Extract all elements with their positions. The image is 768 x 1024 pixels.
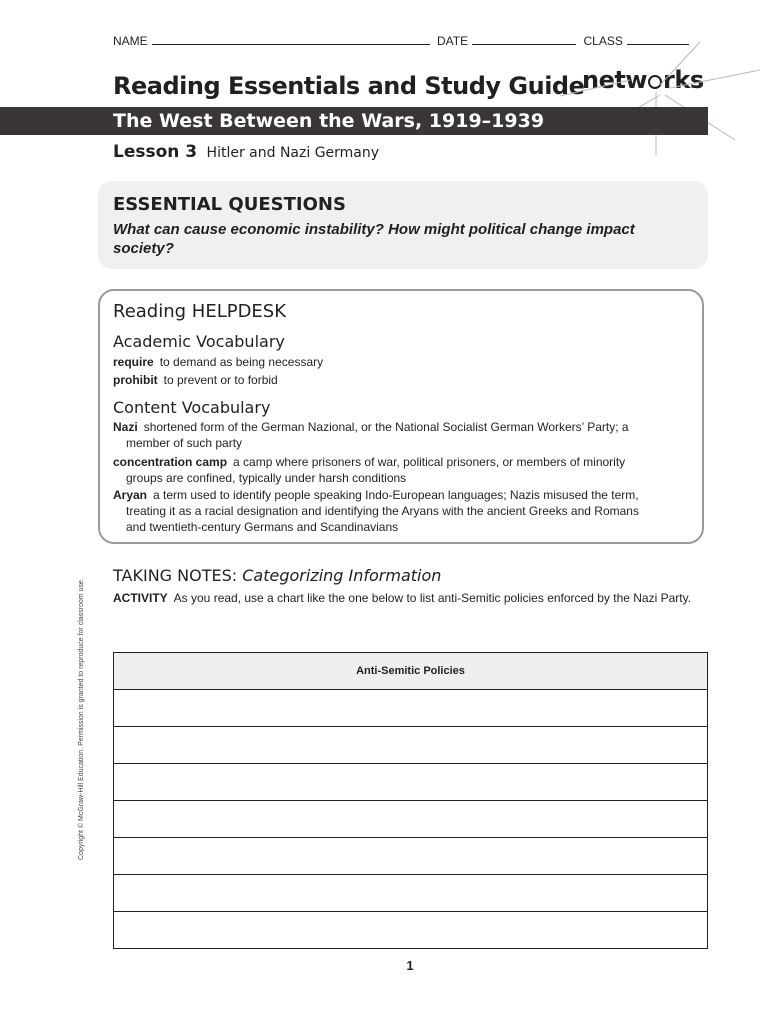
chapter-title: The West Between the Wars, 1919–1939 — [113, 110, 545, 132]
logo-part2: rks — [663, 66, 704, 94]
class-label: CLASS — [583, 34, 623, 48]
logo-part1: netw — [582, 66, 648, 94]
vocab-term: concentration camp — [113, 455, 228, 469]
policies-chart — [113, 652, 708, 949]
vocab-item — [113, 354, 695, 370]
vocab-definition-cont: member of such party — [126, 436, 243, 450]
activity-instructions — [113, 590, 693, 607]
academic-vocab-heading: Academic Vocabulary — [113, 332, 285, 351]
policy-row[interactable] — [114, 764, 708, 801]
vocab-term: Nazi — [113, 420, 138, 434]
content-vocab-heading: Content Vocabulary — [113, 398, 271, 417]
policy-row[interactable] — [114, 912, 708, 949]
page-number: 1 — [406, 958, 414, 973]
lesson-number: Lesson 3 — [113, 142, 198, 162]
policy-row[interactable] — [114, 838, 708, 875]
policy-row[interactable] — [114, 801, 708, 838]
policy-row[interactable] — [114, 727, 708, 764]
vocab-term: prohibit — [113, 373, 158, 387]
vocab-definition: a term used to identify people speaking Indo-European languages; Nazis misused the term, — [153, 488, 639, 502]
lesson-heading — [113, 142, 379, 162]
essential-questions-heading: ESSENTIAL QUESTIONS — [113, 194, 346, 215]
policies-chart-header: Anti-Semitic Policies — [114, 653, 708, 690]
activity-label: ACTIVITY — [113, 591, 168, 605]
vocab-item — [113, 487, 695, 535]
vocab-definition: to prevent or to forbid — [163, 373, 278, 387]
activity-text: As you read, use a chart like the one below to list anti-Semitic policies enforced by the Nazi Party. — [173, 591, 692, 605]
vocab-definition-cont: and twentieth-century Germans and Scandinavians — [126, 520, 399, 534]
taking-notes-heading — [113, 566, 441, 585]
helpdesk-title: Reading HELPDESK — [113, 301, 287, 322]
vocab-term: Aryan — [113, 488, 148, 502]
vocab-term: require — [113, 355, 154, 369]
vocab-definition: a camp where prisoners of war, political prisoners, or members of minority — [233, 455, 626, 469]
copyright-notice: Copyright © McGraw-Hill Education. Permission is granted to reproduce for classroom use. — [78, 578, 85, 860]
vocab-definition: to demand as being necessary — [159, 355, 324, 369]
vocab-definition: shortened form of the German Nazional, or the National Socialist German Workers’ Party; a — [143, 420, 629, 434]
name-label: NAME — [113, 34, 148, 48]
essential-questions-text: What can cause economic instability? How might political change impact society? — [113, 221, 635, 257]
taking-notes-skill: Categorizing Information — [242, 566, 442, 585]
vocab-item — [113, 372, 695, 388]
date-label: DATE — [437, 34, 469, 48]
guide-title: Reading Essentials and Study Guide — [113, 72, 585, 100]
vocab-item — [113, 454, 695, 486]
policy-row[interactable] — [114, 690, 708, 727]
vocab-item — [113, 419, 695, 451]
vocab-definition-cont: treating it as a racial designation and identifying the Aryans with the ancient Greeks and Romans — [126, 504, 639, 518]
policy-row[interactable] — [114, 875, 708, 912]
name-blank[interactable] — [152, 34, 430, 45]
vocab-definition-cont: groups are confined, typically under harsh conditions — [126, 471, 407, 485]
taking-notes-label: TAKING NOTES: — [113, 566, 238, 585]
logo-rays-icon — [560, 40, 768, 160]
lesson-title: Hitler and Nazi Germany — [206, 145, 380, 161]
